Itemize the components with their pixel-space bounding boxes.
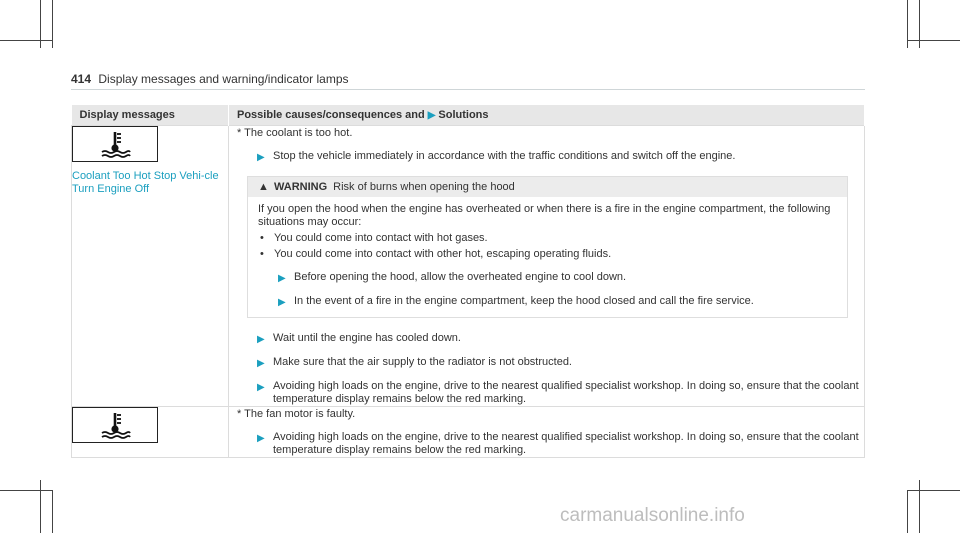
causes-cell: [229, 407, 865, 458]
crop-mark: [40, 480, 41, 533]
table-header-row: [72, 105, 865, 126]
warning-title: WARNING: [274, 181, 328, 193]
causes-cell: [229, 126, 865, 407]
page-title: Display messages and warning/indicator lamps: [98, 72, 349, 86]
warning-triangle-icon: ▲: [258, 181, 269, 193]
display-message-cell: [72, 407, 229, 458]
arrow-right-icon: ▶: [257, 152, 265, 163]
watermark: carmanualsonline.info: [560, 505, 745, 526]
messages-table: [71, 105, 865, 458]
warning-header: [248, 177, 847, 197]
arrow-right-icon: ▶: [278, 273, 286, 284]
solution-step: ▶ Make sure that the air supply to the radiator is not obstructed.: [257, 356, 572, 369]
table-row: [72, 407, 865, 458]
warning-step: ▶ In the event of a fire in the engine compartment, keep the hood closed and call the fire service.: [278, 295, 754, 308]
warning-step: ▶ Before opening the hood, allow the overheated engine to cool down.: [278, 271, 627, 284]
crop-mark: [52, 0, 53, 48]
header-divider: [71, 89, 865, 90]
cause-text: * The fan motor is faulty.: [237, 408, 356, 420]
coolant-temperature-icon: [72, 407, 158, 443]
page-number: 414: [71, 72, 92, 86]
arrow-right-icon: ▶: [257, 334, 265, 345]
crop-mark: [52, 490, 53, 533]
warning-text: If you open the hood when the engine has overheated or when there is a fire in the engine compartment, the following situations may occur:: [258, 203, 831, 228]
crop-mark: [0, 490, 52, 491]
list-item: • You could come into contact with hot gases.: [260, 232, 488, 244]
display-message-cell: [72, 126, 229, 407]
bullet-icon: •: [260, 248, 264, 260]
solution-step: ▶ Avoiding high loads on the engine, drive to the nearest qualified specialist workshop. In doing so, ensure that the coolant temperature display remains below the red marking.: [257, 431, 859, 456]
col-header-causes: Possible causes/consequences and ▶ Solutions: [229, 105, 865, 126]
display-message-text: Coolant Too Hot Stop Vehi-cle Turn Engine Off: [72, 170, 219, 195]
coolant-temperature-icon: [72, 126, 158, 162]
arrow-right-icon: ▶: [257, 382, 265, 393]
warning-subtitle: Risk of burns when opening the hood: [333, 181, 515, 193]
cause-text: * The coolant is too hot.: [237, 127, 353, 139]
arrow-right-icon: ▶: [427, 110, 436, 121]
crop-mark: [907, 490, 960, 491]
crop-mark: [919, 480, 920, 533]
table-row: [72, 126, 865, 407]
list-item: • You could come into contact with other hot, escaping operating fluids.: [260, 248, 612, 260]
warning-box: [247, 176, 848, 318]
arrow-right-icon: ▶: [278, 297, 286, 308]
bullet-icon: •: [260, 232, 264, 244]
warning-body: [248, 197, 847, 317]
page-header: [71, 72, 865, 86]
solution-step: ▶ Wait until the engine has cooled down.: [257, 332, 461, 345]
arrow-right-icon: ▶: [257, 433, 265, 444]
solution-step: ▶ Stop the vehicle immediately in accordance with the traffic conditions and switch off the engine.: [257, 150, 736, 163]
crop-mark: [907, 40, 960, 41]
arrow-right-icon: ▶: [257, 358, 265, 369]
crop-mark: [907, 490, 908, 533]
crop-mark: [0, 40, 52, 41]
col-header-display-messages: Display messages: [72, 105, 229, 126]
solution-step: ▶ Avoiding high loads on the engine, drive to the nearest qualified specialist workshop. In doing so, ensure that the coolant temperature display remains below the red marking.: [257, 380, 859, 405]
